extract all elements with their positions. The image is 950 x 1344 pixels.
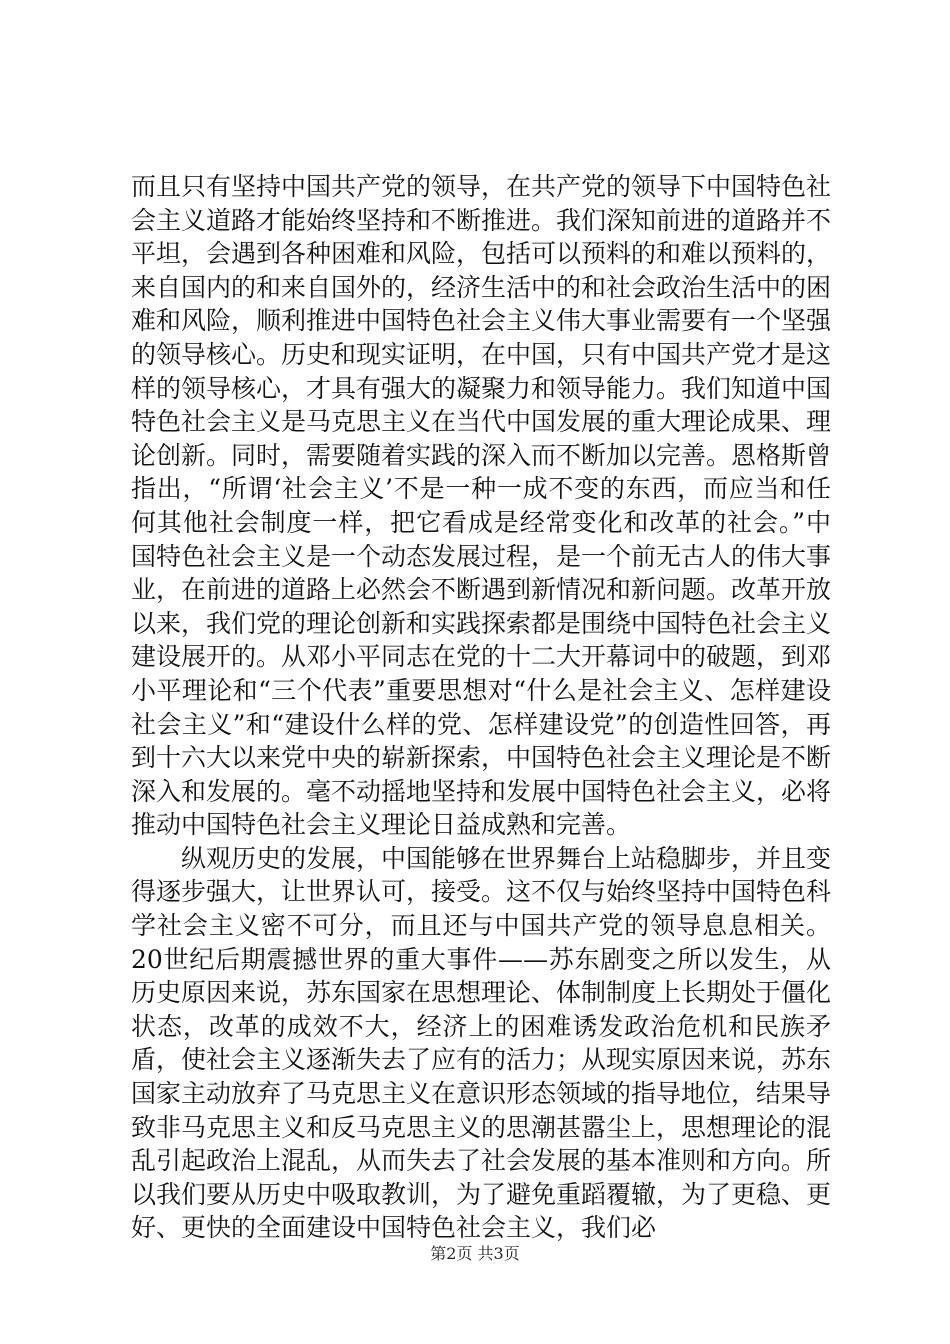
document-body bbox=[131, 170, 831, 1245]
paragraph-2: 纵观历史的发展，中国能够在世界舞台上站稳脚步，并且变得逐步强大，让世界认可，接受。这不仅与始终坚持中国特色科学社会主义密不可分，而且还与中国共产党的领导息息相关。20世纪后期震撼世界的重大事件——苏东剧变之所以发生，从历史原因来说，苏东国家在思想理论、体制制度上长期处于僵化状态，改革的成效不大，经济上的困难诱发政治危机和民族矛盾，使社会主义逐渐失去了应有的活力；从现实原因来说，苏东国家主动放弃了马克思主义在意识形态领域的指导地位，结果导致非马克思主义和反马克思主义的思潮甚嚣尘上，思想理论的混乱引起政治上混乱，从而失去了社会发展的基本准则和方向。所以我们要从历史中吸取教训，为了避免重蹈覆辙，为了更稳、更好、更快的全面建设中国特色社会主义，我们必 bbox=[131, 843, 832, 1243]
page-total: 共3页 bbox=[477, 1244, 520, 1263]
paragraph-1: 而且只有坚持中国共产党的领导，在共产党的领导下中国特色社会主义道路才能始终坚持和不断推进。我们深知前进的道路并不平坦，会遇到各种困难和风险，包括可以预料的和难以预料的，来自国内的和来自国外的，经济生活中的和社会政治生活中的困难和风险，顺利推进中国特色社会主义伟大事业需要有一个坚强的领导核心。历史和现实证明，在中国，只有中国共产党才是这样的领导核心，才具有强大的凝聚力和领导能力。我们知道中国特色社会主义是马克思主义在当代中国发展的重大理论成果、理论创新。同时，需要随着实践的深入而不断加以完善。恩格斯曾指出，“所谓‘社会主义’不是一种一成不变的东西，而应当和任何其他社会制度一样，把它看成是经常变化和改革的社会。”中国特色社会主义是一个动态发展过程，是一个前无古人的伟大事业，在前进的道路上必然会不断遇到新情况和新问题。改革开放以来，我们党的理论创新和实践探索都是围绕中国特色社会主义建设展开的。从邓小平同志在党的十二大开幕词中的破题，到邓小平理论和“三个代表”重要思想对“什么是社会主义、怎样建设社会主义”和“建设什么样的党、怎样建设党”的创造性回答，再到十六大以来党中央的崭新探索，中国特色社会主义理论是不断深入和发展的。毫不动摇地坚持和发展中国特色社会主义，必将推动中国特色社会主义理论日益成熟和完善。 bbox=[131, 172, 832, 840]
page-number: 第2页 bbox=[430, 1244, 473, 1263]
page-footer bbox=[0, 1243, 950, 1265]
